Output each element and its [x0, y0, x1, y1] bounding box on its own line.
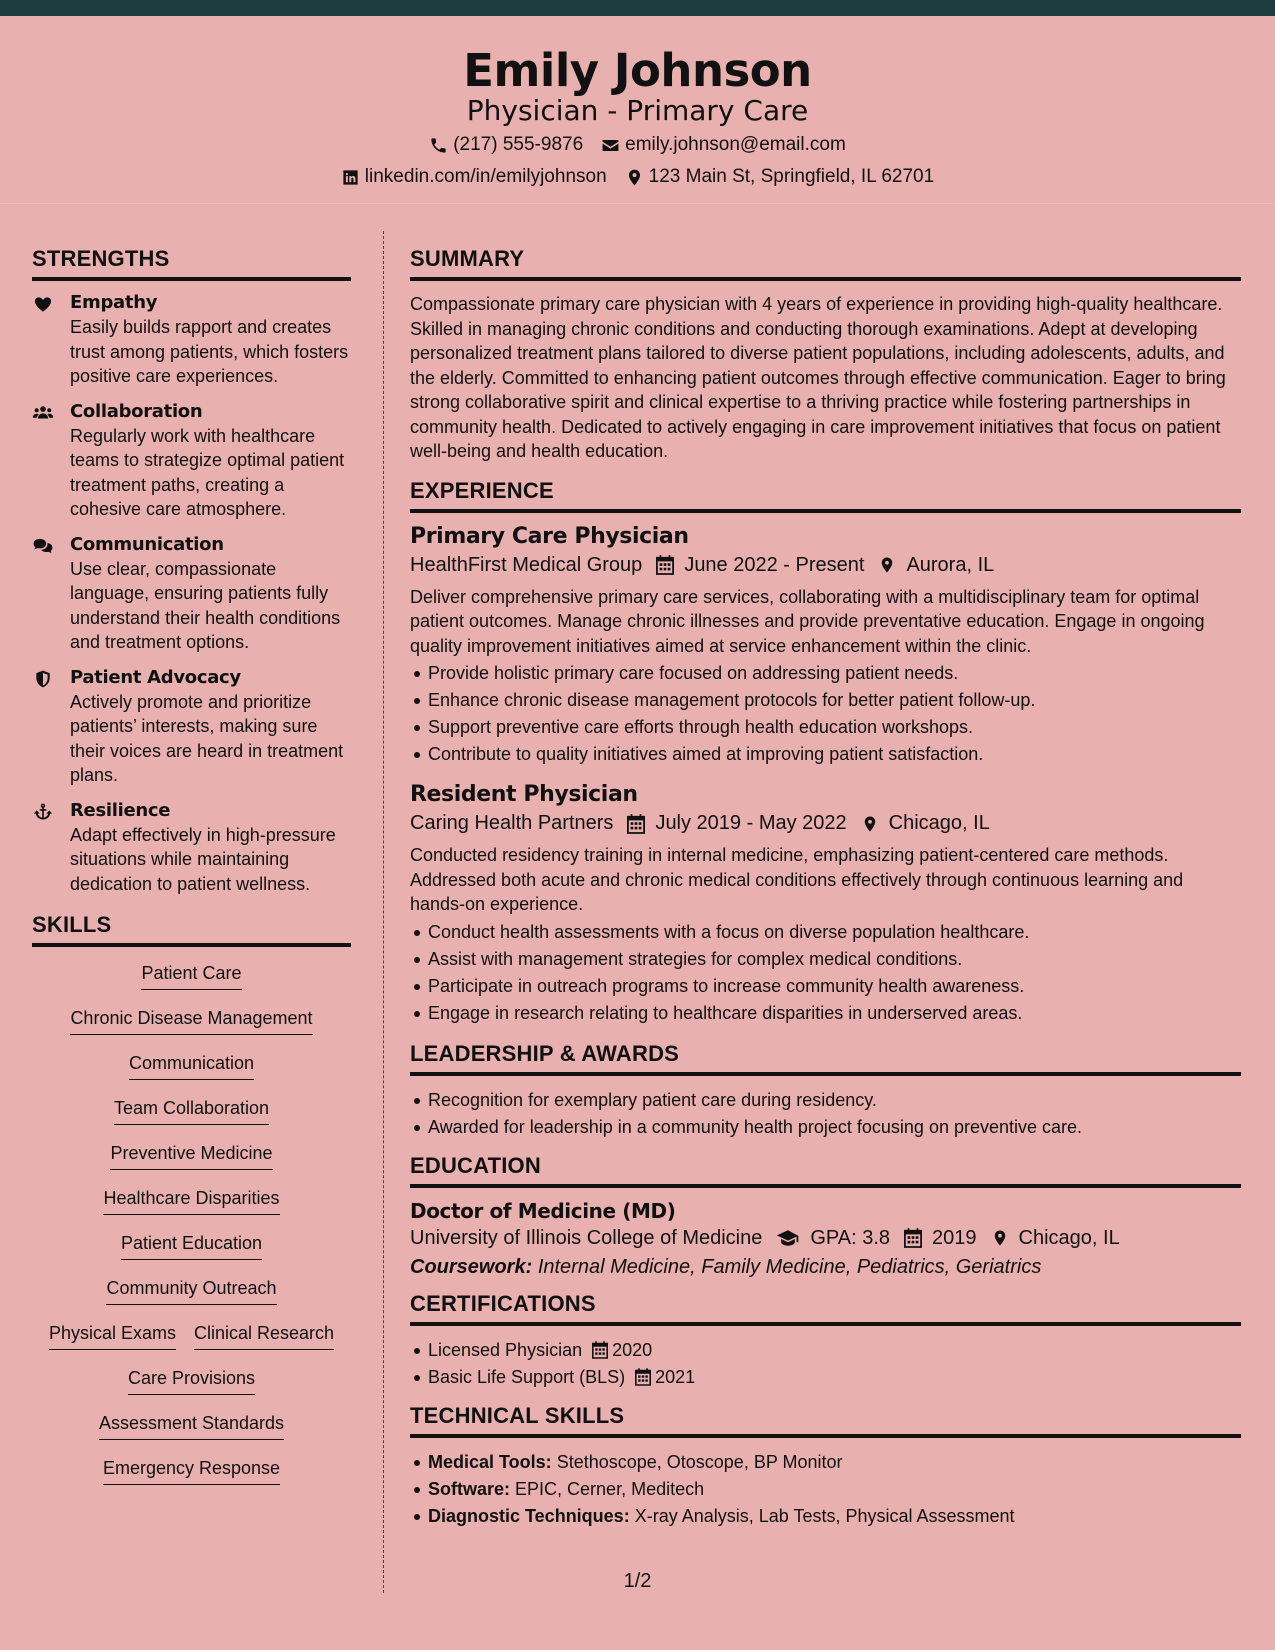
certification-name: Basic Life Support (BLS): [428, 1366, 626, 1387]
email-item[interactable]: [601, 134, 846, 156]
top-accent-bar: [0, 0, 1275, 16]
job-description: Conducted residency training in internal medicine, emphasizing patient-centered care methods. Addressed both acute and chronic medical conditions effectively through continuous learning and hands-on experience.: [410, 845, 1184, 914]
strength-name: Resilience: [70, 799, 171, 821]
calendar-icon: [904, 1228, 922, 1248]
job-meta: [410, 812, 1241, 835]
job-title: Resident Physician: [410, 782, 638, 807]
strength-item: [32, 800, 351, 897]
location-pin-icon: [991, 1228, 1009, 1248]
calendar-icon: [656, 555, 674, 575]
address-item: [625, 166, 935, 188]
page-number: 1/2: [623, 1570, 652, 1592]
strength-item: [32, 292, 351, 389]
left-column: [32, 246, 351, 1501]
phone-icon: [429, 136, 448, 155]
award-item: Awarded for leadership in a community health project focusing on preventive care.: [410, 1114, 1241, 1141]
skill-tag: Physical Exams: [49, 1321, 176, 1350]
education-heading: EDUCATION: [410, 1153, 1241, 1188]
comments-icon: [32, 536, 54, 556]
skill-tag: Preventive Medicine: [110, 1141, 272, 1170]
anchor-icon: [32, 802, 54, 822]
job-bullet: Support preventive care efforts through health education workshops.: [410, 714, 1241, 741]
coursework-label: Coursework:: [410, 1255, 533, 1278]
job-meta: [410, 554, 1241, 577]
skill-tag: Communication: [129, 1051, 254, 1080]
phone-text: (217) 555-9876: [453, 134, 584, 155]
summary-text: Compassionate primary care physician with 4 years of experience in providing high-quality healthcare. Skilled in managing chronic conditions and conducting thorough examinations. Adept at developing personalized treatment plans tailored to diverse patient populations, including adolescents, adults, and the elderly. Committed to enhancing patient outcomes through effective communication. Eager to bring strong collaborative spirit and clinical expertise to a thriving practice while fostering partnerships in community health. Dedicated to actively engaging in care improvement initiatives that focus on patient well-being and health education.: [410, 294, 1226, 461]
job-dates: July 2019 - May 2022: [655, 812, 847, 834]
job-bullet: Assist with management strategies for complex medical conditions.: [410, 946, 1241, 973]
technical-skill-value: Stethoscope, Otoscope, BP Monitor: [556, 1451, 843, 1472]
award-item: Recognition for exemplary patient care during residency.: [410, 1087, 1241, 1114]
contact-row-1: [0, 134, 1275, 156]
candidate-name: Emily Johnson: [463, 44, 812, 97]
job-company: Caring Health Partners: [410, 812, 614, 834]
strength-name: Patient Advocacy: [70, 666, 241, 688]
job-bullets: [410, 660, 1241, 768]
skill-tag: Emergency Response: [103, 1456, 280, 1485]
linkedin-link[interactable]: linkedin.com/in/emilyjohnson: [364, 166, 607, 187]
job-bullet: Conduct health assessments with a focus on diverse population healthcare.: [410, 919, 1241, 946]
technical-skill-value: EPIC, Cerner, Meditech: [515, 1478, 705, 1499]
strength-desc: Easily builds rapport and creates trust among patients, which fosters positive care experiences.: [70, 317, 349, 386]
graduation-year: 2019: [932, 1226, 977, 1249]
certifications-section: [410, 1291, 1241, 1391]
strengths-heading: STRENGTHS: [32, 246, 351, 281]
job-description: Deliver comprehensive primary care services, collaborating with a multidisciplinary team for optimal patient outcomes. Manage chronic illnesses and provide preventative education. Engage in ongoing quality improvement initiatives aimed at service enhancement within the clinic.: [410, 586, 1205, 656]
technical-skill-item: [410, 1503, 1241, 1530]
job-entry: [410, 782, 1241, 1027]
certification-item: [410, 1364, 1241, 1391]
coursework: [410, 1256, 1241, 1279]
strength-name: Communication: [70, 533, 224, 555]
strength-desc: Use clear, compassionate language, ensuring patients fully understand their health conditions and treatment options.: [70, 558, 341, 652]
technical-skill-item: [410, 1476, 1241, 1503]
leadership-list: [410, 1087, 1241, 1141]
address-text: 123 Main St, Springfield, IL 62701: [648, 166, 935, 187]
skill-tag: Team Collaboration: [114, 1096, 269, 1125]
location-pin-icon: [625, 168, 644, 187]
job-bullet: Provide holistic primary care focused on addressing patient needs.: [410, 660, 1241, 687]
technical-skills-heading: TECHNICAL SKILLS: [410, 1403, 1241, 1438]
school-name: University of Illinois College of Medicine: [410, 1226, 763, 1249]
strength-item: [32, 667, 351, 788]
right-column: [410, 246, 1241, 1542]
phone-item: [429, 134, 583, 156]
linkedin-item[interactable]: [341, 166, 607, 188]
strength-name: Collaboration: [70, 400, 203, 422]
skills-heading: SKILLS: [32, 912, 351, 947]
job-dates: June 2022 - Present: [684, 553, 865, 576]
contact-row-2: [0, 166, 1275, 188]
technical-skills-section: [410, 1403, 1241, 1530]
technical-skill-item: [410, 1449, 1241, 1476]
shield-icon: [32, 669, 54, 689]
technical-skill-value: X-ray Analysis, Lab Tests, Physical Assessment: [634, 1505, 1015, 1526]
job-bullet: Enhance chronic disease management protocols for better patient follow-up.: [410, 687, 1241, 714]
education-section: [410, 1153, 1241, 1279]
job-location: Chicago, IL: [888, 812, 990, 834]
technical-skills-list: [410, 1449, 1241, 1530]
strength-name: Empathy: [70, 292, 158, 313]
linkedin-icon: [341, 168, 360, 187]
coursework-list: Internal Medicine, Family Medicine, Pediatrics, Geriatrics: [537, 1255, 1042, 1278]
resume-header: [0, 16, 1275, 204]
job-company: HealthFirst Medical Group: [410, 553, 643, 576]
column-divider: [383, 231, 384, 1593]
calendar-icon: [592, 1341, 608, 1359]
location-pin-icon: [861, 814, 879, 834]
candidate-title: Physician - Primary Care: [466, 94, 809, 127]
certifications-list: [410, 1337, 1241, 1391]
calendar-icon: [635, 1368, 651, 1386]
skill-tag: Care Provisions: [128, 1366, 255, 1395]
technical-skill-label: Medical Tools:: [428, 1451, 552, 1472]
job-title: Primary Care Physician: [410, 523, 689, 549]
certifications-heading: CERTIFICATIONS: [410, 1291, 1241, 1326]
job-location: Aurora, IL: [906, 553, 995, 576]
strength-desc: Actively promote and prioritize patients’ interests, making sure their voices are heard in treatment plans.: [70, 691, 344, 785]
skill-tag: Patient Care: [141, 961, 241, 990]
gpa-text: GPA: 3.8: [810, 1226, 891, 1249]
job-bullet: Engage in research relating to healthcare disparities in underserved areas.: [410, 1000, 1241, 1027]
education-meta: [410, 1227, 1241, 1250]
job-bullet: Contribute to quality initiatives aimed at improving patient satisfaction.: [410, 741, 1241, 768]
strength-item: [32, 534, 351, 655]
users-icon: [32, 403, 54, 423]
strength-item: [32, 401, 351, 522]
strength-desc: Regularly work with healthcare teams to strategize optimal patient treatment paths, creating a cohesive care atmosphere.: [70, 425, 345, 519]
calendar-icon: [627, 814, 645, 834]
skills-list: [32, 961, 351, 1485]
job-bullet: Participate in outreach programs to increase community health awareness.: [410, 973, 1241, 1000]
leadership-heading: LEADERSHIP & AWARDS: [410, 1041, 1241, 1076]
skill-tag: Healthcare Disparities: [103, 1186, 279, 1215]
location-pin-icon: [878, 555, 896, 575]
skill-tag: Patient Education: [121, 1231, 262, 1260]
certification-year: 2020: [612, 1339, 653, 1360]
envelope-icon: [601, 136, 620, 155]
job-bullets: [410, 919, 1241, 1027]
certification-item: [410, 1337, 1241, 1364]
technical-skill-label: Diagnostic Techniques:: [428, 1505, 630, 1526]
school-location: Chicago, IL: [1018, 1226, 1120, 1249]
job-entry: [410, 524, 1241, 769]
strength-desc: Adapt effectively in high-pressure situations while maintaining dedication to patient wellness.: [70, 824, 336, 894]
certification-year: 2021: [655, 1366, 696, 1387]
summary-heading: SUMMARY: [410, 246, 1241, 281]
email-link[interactable]: emily.johnson@email.com: [625, 134, 846, 155]
skill-tag: Community Outreach: [106, 1276, 276, 1305]
experience-heading: EXPERIENCE: [410, 478, 1241, 513]
heart-icon: [32, 294, 54, 314]
skill-tag: Chronic Disease Management: [70, 1006, 312, 1035]
skill-tag: Assessment Standards: [99, 1411, 284, 1440]
graduation-cap-icon: [776, 1228, 800, 1248]
leadership-section: [410, 1041, 1241, 1141]
skill-tag: Clinical Research: [194, 1321, 334, 1350]
degree-title: Doctor of Medicine (MD): [410, 1198, 676, 1223]
technical-skill-label: Software:: [428, 1478, 511, 1499]
certification-name: Licensed Physician: [428, 1339, 583, 1360]
